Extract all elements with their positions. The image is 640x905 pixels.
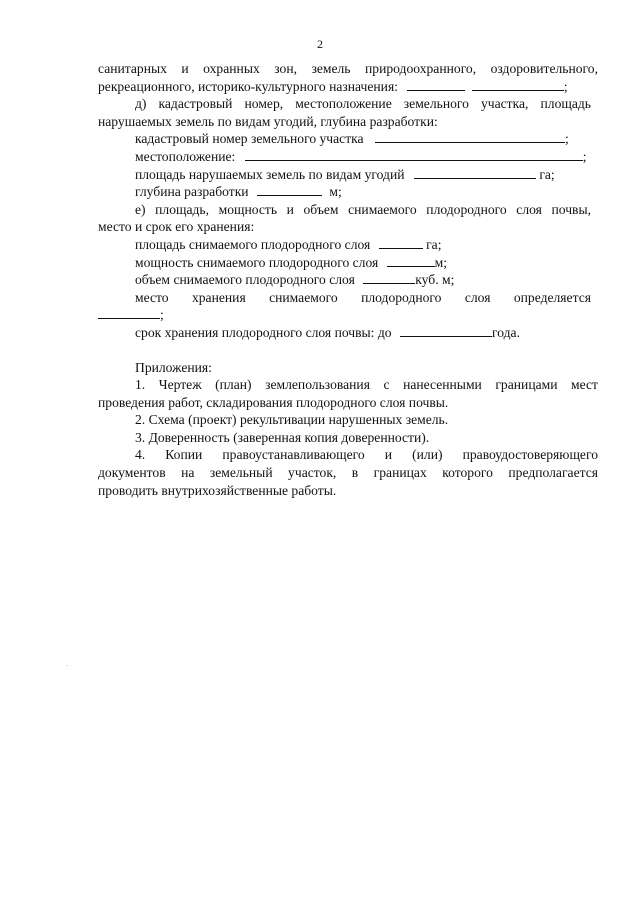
text-line: место хранения снимаемого плодородного слоя определяется xyxy=(135,289,591,305)
text-line xyxy=(98,324,598,342)
attachment-item: 1. Чертеж (план) землепользования с нанесенными границами мест xyxy=(135,377,598,393)
text-line xyxy=(98,236,598,254)
blank-field xyxy=(379,236,423,249)
text-fragment: рекреационного, историко-культурного назначения: xyxy=(98,78,398,94)
attachments-heading: Приложения: xyxy=(135,359,212,375)
text-line xyxy=(98,148,598,166)
attachment-item: 2. Схема (проект) рекультивации нарушенных земель. xyxy=(135,412,449,428)
text-line: нарушаемых земель по видам угодий, глубина разработки: xyxy=(98,113,438,129)
text-line xyxy=(98,254,598,272)
text-line xyxy=(98,166,598,184)
text-line: е) площадь, мощность и объем снимаемого плодородного слоя почвы, xyxy=(135,201,591,217)
text-fragment: га; xyxy=(426,236,442,252)
text-line xyxy=(98,183,598,201)
text-fragment: площадь снимаемого плодородного слоя xyxy=(135,236,371,252)
attachment-item: 4. Копии правоустанавливающего и (или) правоудостоверяющего xyxy=(135,447,598,463)
text-fragment: глубина разработки xyxy=(135,184,249,200)
text-fragment: площадь нарушаемых земель по видам угодий xyxy=(135,166,405,182)
text-fragment: ; xyxy=(565,131,569,147)
text-fragment: кадастровый номер земельного участка xyxy=(135,131,364,147)
text-fragment: ; xyxy=(563,78,568,94)
text-fragment: м; xyxy=(434,254,448,270)
scan-speck xyxy=(67,665,68,666)
text-fragment: куб. м; xyxy=(415,272,455,288)
text-line: санитарных и охранных зон, земель природоохранного, оздоровительного, xyxy=(98,61,598,76)
text-line: место и срок его хранения: xyxy=(98,219,255,235)
attachment-item: проведения работ, складирования плодородного слоя почвы. xyxy=(98,394,449,410)
text-fragment: ; xyxy=(582,148,587,164)
document-body xyxy=(98,60,598,499)
blank-field xyxy=(400,324,492,337)
blank-field xyxy=(257,183,322,196)
text-fragment: года. xyxy=(491,324,520,340)
text-line xyxy=(98,271,598,289)
text-fragment: срок хранения плодородного слоя почвы: до xyxy=(135,324,392,340)
attachment-item: документов на земельный участок, в границах которого предполагается xyxy=(98,465,598,481)
blank-field xyxy=(472,78,564,91)
text-fragment: местоположение: xyxy=(135,148,236,164)
text-fragment: мощность снимаемого плодородного слоя xyxy=(135,254,379,270)
blank-field xyxy=(98,306,160,319)
text-fragment: ; xyxy=(160,307,164,323)
text-fragment: объем снимаемого плодородного слоя xyxy=(135,272,355,288)
blank-field xyxy=(245,148,583,161)
blank-field xyxy=(375,130,565,143)
text-fragment: га; xyxy=(539,166,555,182)
text-fragment: м; xyxy=(329,184,342,200)
attachment-item: 3. Доверенность (заверенная копия доверенности). xyxy=(135,429,430,445)
blank-field xyxy=(414,166,536,179)
blank-field xyxy=(363,271,415,284)
attachment-item: проводить внутрихозяйственные работы. xyxy=(98,482,337,498)
text-line xyxy=(98,306,598,324)
text-line xyxy=(98,78,598,96)
text-line: д) кадастровый номер, местоположение земельного участка, площадь xyxy=(135,96,591,112)
text-line xyxy=(98,130,598,148)
blank-field xyxy=(407,78,465,91)
blank-field xyxy=(387,254,435,267)
page-number: 2 xyxy=(317,37,323,51)
